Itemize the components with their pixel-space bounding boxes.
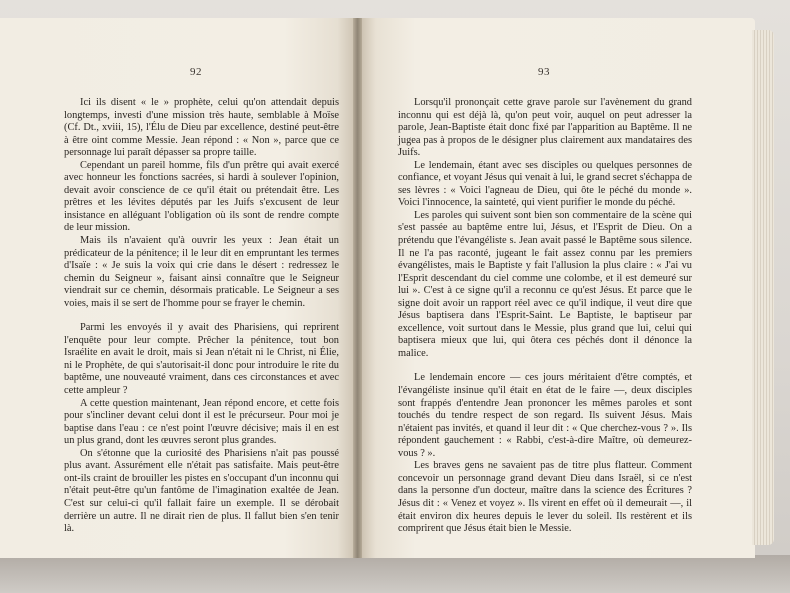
paragraph: Lorsqu'il prononçait cette grave parole sur l'avènement du grand inconnu qui est déjà là, qu'on peut voir, auquel on peut adresser la parole, Jean-Baptiste était donc fixé par l'apparition au Baptême. Il ne jugea pas à propos de le désigner plus clairement aux mandataires des Juifs. <box>398 97 692 159</box>
book-gutter <box>353 18 362 558</box>
paragraph: Le lendemain, étant avec ses disciples ou quelques personnes de confiance, et voyant Jésus qui venait à lui, le grand secret s'échappa de ses lèvres : « Voici l'agneau de Dieu, qui ôte le péché du monde ». Voici l'innocence, la sainteté, qui vient purifier le monde du péché. <box>398 159 692 209</box>
paragraph: Le lendemain encore — ces jours méritaient d'être comptés, et l'évangéliste insinue qu'il était en état de le faire —, deux disciples sont frappés d'entendre Jean prononcer les mêmes paroles et sont touchés du tendre respect de son regard. Ils suivent Jésus. Mais n'étaient pas invités, et quand il leur dit : « Que cherchez-vous ? ». Ils répondent gauchement : « Rabbi, c'est-à-dire Maître, où demeurez-vous ? ». <box>398 372 692 459</box>
paragraph: Parmi les envoyés il y avait des Pharisiens, qui reprirent l'enquête pour leur compte. Prêcher la pénitence, tout bon Israélite en avait le droit, mais si Jean n'était ni le Christ, ni Élie, ni le Prophète, de qui s'autorisait-il donc pour introduire le rite du baptême, une nouveauté vraiment, dans ces circonstances et avec cette ampleur ? <box>64 322 339 397</box>
paragraph: Les braves gens ne savaient pas de titre plus flatteur. Comment concevoir un personnage grand devant Dieu dans Israël, si ce n'est dans la personne d'un docteur, maître dans la science des Écritures ? Jésus dit : « Venez et voyez ». Ils virent en effet où il demeurait —, il était environ dix heures depuis le lever du soleil. Ils restèrent et ils comprirent que Jésus était bien le Messie. <box>398 460 692 535</box>
left-page-number: 92 <box>190 66 202 78</box>
paragraph: Ici ils disent « le » prophète, celui qu'on attendait depuis longtemps, investi d'une mission très haute, semblable à Moïse (Cf. Dt., xviii, 15), l'Élu de Dieu par excellence, destiné peut-être à être oint comme Messie. Jean répond : « Non », parce que ce personnage lui paraît dépasser sa propre taille. <box>64 97 339 159</box>
book-shadow <box>0 555 790 593</box>
paragraph: Les paroles qui suivent sont bien son commentaire de la scène qui s'est passée au baptême entre lui, Jésus, et l'Esprit de Dieu. On a prétendu que l'évangéliste s. Jean avait passé le Baptême sous silence. Il ne l'a pas raconté, jugeant le fait assez connu par les premiers évangélistes, mais le Baptiste y fait l'allusion la plus claire : « J'ai vu l'Esprit descendant du ciel comme une colombe, et il est demeuré sur lui ». C'est à ce signe qu'il a reconnu ce qu'est Jésus. Et parce que le signe doit avoir un rapport réel avec ce qu'il indique, il veut dire que Jésus baptisera dans l'Esprit-Saint. Le Baptiste, le baptiseur par excellence, voit surtout dans le Messie, plus grand que lui, celui qui baptisera mieux que lui, qui ôtera ces péchés dont il dénonce la malice. <box>398 209 692 359</box>
paragraph: A cette question maintenant, Jean répond encore, et cette fois pour s'incliner devant celui dont il est le précurseur. Pour moi je baptise dans l'eau : ce n'est point l'œuvre décisive; mais il en est un plus grand, dont les œuvres seront plus grandes. <box>64 397 339 447</box>
paragraph: Cependant un pareil homme, fils d'un prêtre qui avait exercé avec honneur les fonctions sacrées, si hardi à soulever l'opinion, devait avoir conscience de ce qu'il était ou prétendait être. Les prêtres et les lévites députés par les Juifs s'excusent de leur insistance en alléguant l'obligation où ils sont de rendre compte de leur mission. <box>64 159 339 234</box>
right-page-text <box>398 97 692 536</box>
paragraph: Mais ils n'avaient qu'à ouvrir les yeux : Jean était un prédicateur de la pénitence; il le leur dit en empruntant les termes d'Isaïe : « Je suis la voix qui crie dans le désert : redressez le chemin du Seigneur », faisant ainsi connaître que le Seigneur viendrait sur ce chemin, désormais praticable. Le Seigneur a ses voies, mais il se sert de l'homme pour se frayer le chemin. <box>64 235 339 309</box>
paragraph: On s'étonne que la curiosité des Pharisiens n'ait pas poussé plus avant. Assurément elle n'était pas satisfaite. Mais peut-être ont-ils craint de brouiller les pistes en s'occupant d'un inconnu qui n'était peut-être qu'un fantôme de l'imagination exaltée de Jean. C'est sur celui-ci qu'il fallait faire un exemple. Il se dérobait derrière un autre. Il ne dirait rien de plus. Il fallut bien s'en tenir là. <box>64 447 339 535</box>
right-page-number: 93 <box>538 66 550 78</box>
page-edges <box>752 30 774 545</box>
left-page-text <box>64 97 339 536</box>
